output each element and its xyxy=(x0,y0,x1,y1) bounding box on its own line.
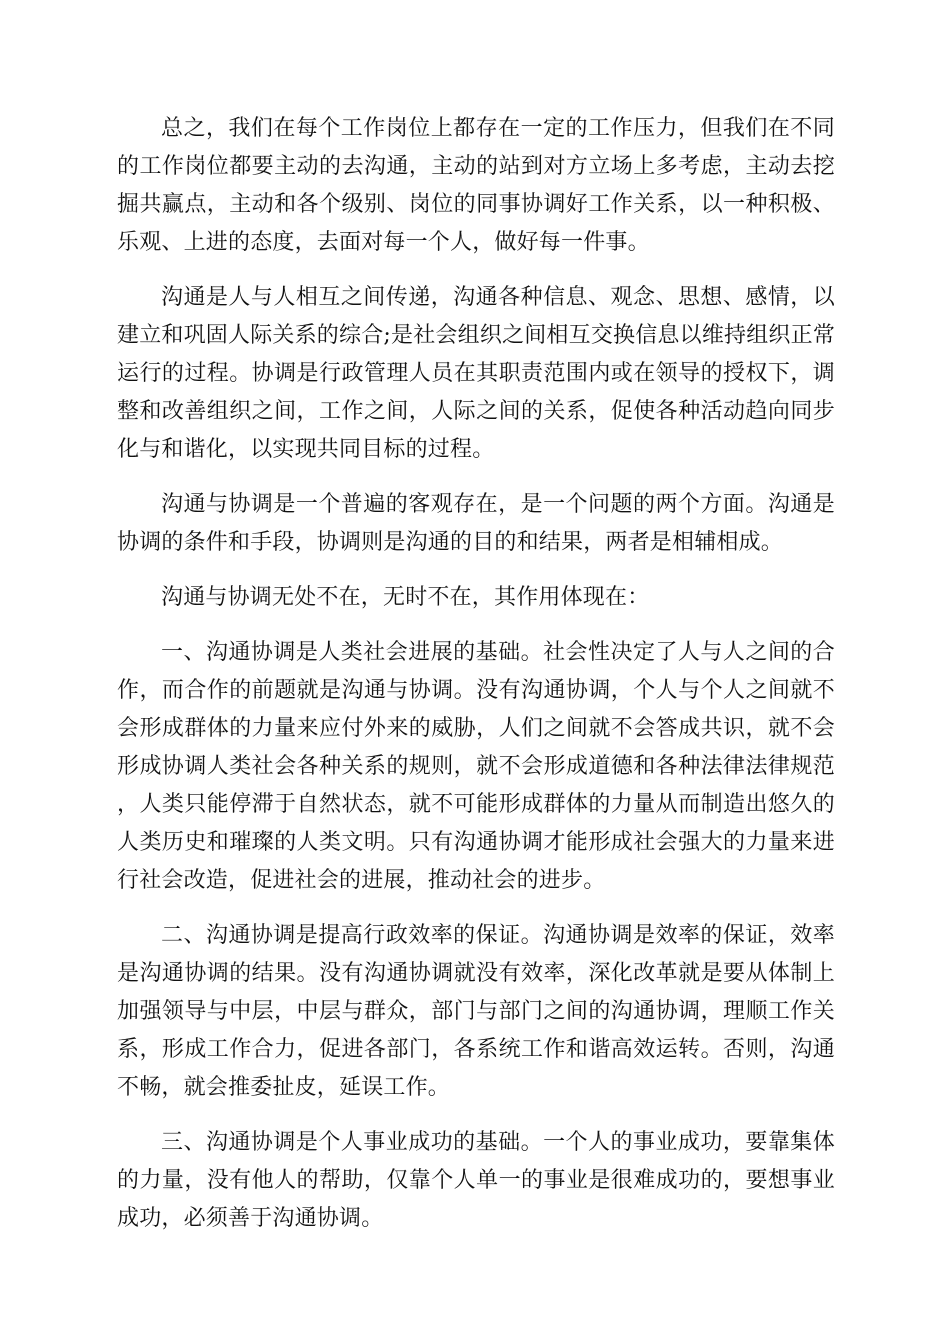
paragraph-role-intro: 沟通与协调无处不在，无时不在，其作用体现在： xyxy=(161,585,650,610)
paragraph-point-two: 二、沟通协调是提高行政效率的保证。沟通协调是效率的保证，效率是沟通协调的结果。没有沟通协调就没有效率，深化改革就是要从体制上加强领导与中层，中层与群众，部门与部门之间的沟通协调，理顺工作关系，形成工作合力，促进各部门，各系统工作和谐高效运转。否则，沟通不畅，就会推委扯皮，延误工作。 xyxy=(117,923,835,1100)
paragraph-definition: 沟通是人与人相互之间传递，沟通各种信息、观念、思想、感情，以建立和巩固人际关系的综合;是社会组织之间相互交换信息以维持组织正常运行的过程。协调是行政管理人员在其职责范围内或在领导的授权下，调整和改善组织之间，工作之间，人际之间的关系，促使各种活动趋向同步化与和谐化，以实现共同目标的过程。 xyxy=(117,285,836,462)
paragraph-point-one: 一、沟通协调是人类社会进展的基础。社会性决定了人与人之间的合作，而合作的前题就是沟通与协调。没有沟通协调，个人与个人之间就不会形成群体的力量来应付外来的威胁，人们之间就不会答成共识，就不会形成协调人类社会各种关系的规则，就不会形成道德和各种法律法律规范，人类只能停滞于自然状态，就不可能形成群体的力量从而制造出悠久的人类历史和璀璨的人类文明。只有沟通协调才能形成社会强大的力量来进行社会改造，促进社会的进展，推动社会的进步。 xyxy=(117,640,835,893)
document-body xyxy=(117,110,835,1255)
paragraph-point-three: 三、沟通协调是个人事业成功的基础。一个人的事业成功，要靠集体的力量，没有他人的帮助，仅靠个人单一的事业是很难成功的，要想事业成功，必须善于沟通协调。 xyxy=(117,1130,835,1231)
paragraph-relationship: 沟通与协调是一个普遍的客观存在，是一个问题的两个方面。沟通是协调的条件和手段，协调则是沟通的目的和结果，两者是相辅相成。 xyxy=(117,492,835,555)
paragraph-conclusion: 总之，我们在每个工作岗位上都存在一定的工作压力，但我们在不同的工作岗位都要主动的去沟通，主动的站到对方立场上多考虑，主动去挖掘共赢点，主动和各个级别、岗位的同事协调好工作关系，以一种积极、乐观、上进的态度，去面对每一个人，做好每一件事。 xyxy=(117,116,835,255)
